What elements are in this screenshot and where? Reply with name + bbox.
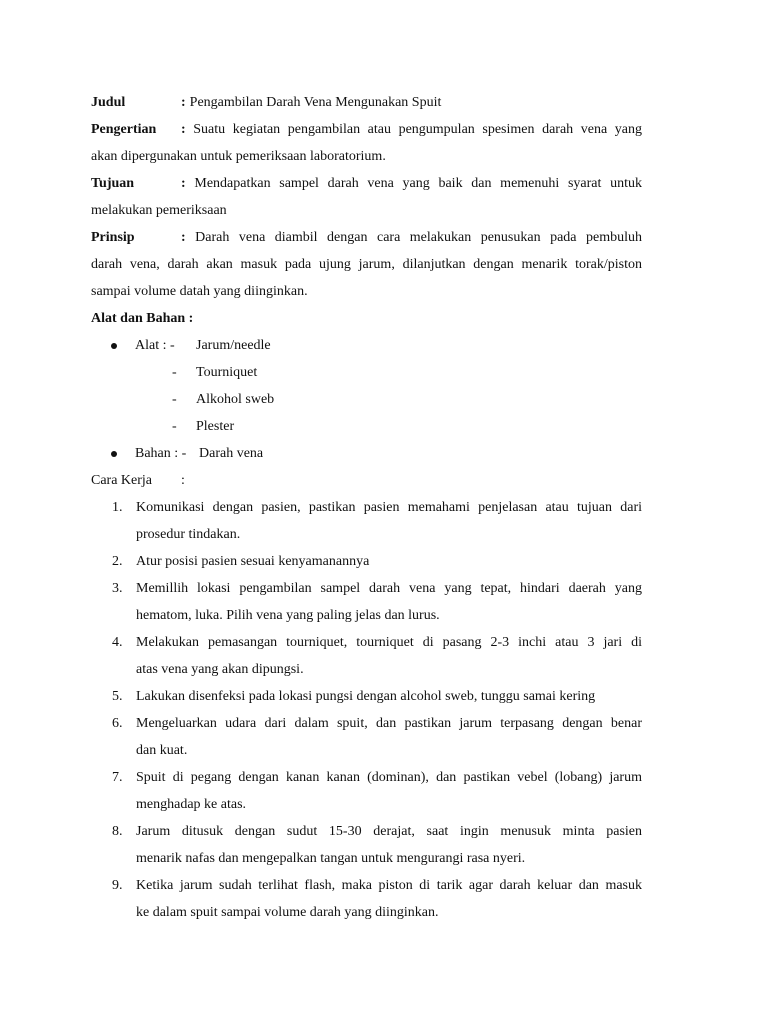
step-number: 1. bbox=[112, 500, 123, 515]
pengertian-row bbox=[91, 119, 642, 146]
alat-label: Alat : - bbox=[135, 338, 175, 353]
tujuan-text-1: Mendapatkan sampel darah vena yang baik dan memenuhi syarat untuk bbox=[194, 176, 642, 191]
alat-item-1: Jarum/needle bbox=[196, 338, 271, 353]
prinsip-text-1: Darah vena diambil dengan cara melakukan penusukan pada pembuluh bbox=[195, 230, 642, 245]
pengertian-line-2: akan dipergunakan untuk pemeriksaan laboratorium. bbox=[91, 149, 386, 164]
list-item bbox=[91, 821, 642, 875]
alat-bahan-heading: Alat dan Bahan : bbox=[91, 311, 194, 326]
step-line: Lakukan disenfeksi pada lokasi pungsi dengan alcohol sweb, tunggu samai kering bbox=[136, 689, 596, 704]
step-number: 9. bbox=[112, 878, 123, 893]
tujuan-line-1 bbox=[91, 173, 642, 195]
step-line: Jarum ditusuk dengan sudut 15-30 derajat, saat ingin menusuk minta pasien bbox=[136, 824, 642, 839]
alat-sub-row-4 bbox=[91, 416, 642, 443]
step-line: Spuit di pegang dengan kanan kanan (dominan), dan pastikan vebel (lobang) jarum bbox=[136, 770, 642, 785]
alat-item-3: Alkohol sweb bbox=[196, 392, 275, 407]
tujuan-row bbox=[91, 173, 642, 200]
judul-label: Judul bbox=[91, 95, 126, 110]
cara-kerja-row bbox=[91, 470, 642, 497]
step-line: Memillih lokasi pengambilan sampel darah vena yang tepat, hindari daerah yang bbox=[136, 581, 642, 596]
tujuan-label: Tujuan bbox=[91, 176, 135, 191]
alat-item-4: Plester bbox=[196, 419, 235, 434]
cara-kerja-label: Cara Kerja bbox=[91, 473, 153, 488]
step-line: atas vena yang akan dipungsi. bbox=[136, 662, 304, 677]
prinsip-line-2: darah vena, darah akan masuk pada ujung jarum, dilanjutkan dengan menarik torak/piston bbox=[91, 257, 642, 272]
prinsip-line-3: sampai volume datah yang diinginkan. bbox=[91, 284, 308, 299]
tujuan-line-2: melakukan pemeriksaan bbox=[91, 203, 227, 218]
alat-dash-4: - bbox=[172, 419, 177, 434]
alat-dash-2: - bbox=[172, 365, 177, 380]
step-line: Ketika jarum sudah terlihat flash, maka piston di tarik agar darah keluar dan masuk bbox=[136, 878, 642, 893]
cara-kerja-colon: : bbox=[181, 473, 185, 488]
list-item bbox=[91, 551, 642, 578]
step-number: 5. bbox=[112, 689, 123, 704]
prinsip-row bbox=[91, 227, 642, 254]
alat-bullet-row bbox=[91, 335, 642, 362]
bahan-bullet-row bbox=[91, 443, 642, 470]
list-item bbox=[91, 767, 642, 821]
alat-sub-row-3 bbox=[91, 389, 642, 416]
prinsip-colon: : bbox=[181, 230, 186, 245]
step-number: 6. bbox=[112, 716, 123, 731]
step-number: 2. bbox=[112, 554, 123, 569]
tujuan-colon: : bbox=[181, 176, 186, 191]
step-line: dan kuat. bbox=[136, 743, 188, 758]
step-line: ke dalam spuit sampai volume darah yang diinginkan. bbox=[136, 905, 439, 920]
prinsip-row-2 bbox=[91, 254, 642, 281]
pengertian-label: Pengertian bbox=[91, 122, 157, 137]
pengertian-line-1 bbox=[91, 119, 642, 141]
alat-sub-row-2 bbox=[91, 362, 642, 389]
bullet-icon bbox=[111, 343, 117, 349]
prinsip-label: Prinsip bbox=[91, 230, 135, 245]
alat-dash-3: - bbox=[172, 392, 177, 407]
step-line: Mengeluarkan udara dari dalam spuit, dan pastikan jarum terpasang dengan benar bbox=[136, 716, 642, 731]
step-line: Atur posisi pasien sesuai kenyamanannya bbox=[136, 554, 370, 569]
bahan-label: Bahan : - bbox=[135, 446, 187, 461]
list-item bbox=[91, 632, 642, 686]
step-line: Melakukan pemasangan tourniquet, tourniquet di pasang 2-3 inchi atau 3 jari di bbox=[136, 635, 642, 650]
steps-list bbox=[91, 497, 642, 929]
prinsip-line-1 bbox=[91, 227, 642, 249]
step-line: Komunikasi dengan pasien, pastikan pasien memahami penjelasan atau tujuan dari bbox=[136, 500, 642, 515]
list-item bbox=[91, 686, 642, 713]
alat-item-2: Tourniquet bbox=[196, 365, 258, 380]
step-line: menghadap ke atas. bbox=[136, 797, 247, 812]
list-item bbox=[91, 713, 642, 767]
step-number: 7. bbox=[112, 770, 123, 785]
judul-colon: : bbox=[181, 95, 186, 110]
step-line: prosedur tindakan. bbox=[136, 527, 241, 542]
step-number: 3. bbox=[112, 581, 123, 596]
step-line: hematom, luka. Pilih vena yang paling jelas dan lurus. bbox=[136, 608, 440, 623]
bahan-item: Darah vena bbox=[199, 446, 264, 461]
step-line: menarik nafas dan mengepalkan tangan untuk mengurangi rasa nyeri. bbox=[136, 851, 526, 866]
bullet-icon bbox=[111, 451, 117, 457]
document-page bbox=[91, 92, 642, 929]
step-number: 4. bbox=[112, 635, 123, 650]
pengertian-colon: : bbox=[181, 122, 186, 137]
pengertian-text-1: Suatu kegiatan pengambilan atau pengumpulan spesimen darah vena yang bbox=[193, 122, 642, 137]
list-item bbox=[91, 578, 642, 632]
step-number: 8. bbox=[112, 824, 123, 839]
judul-row bbox=[91, 92, 642, 119]
list-item bbox=[91, 875, 642, 929]
judul-text: Pengambilan Darah Vena Mengunakan Spuit bbox=[189, 95, 442, 110]
list-item bbox=[91, 497, 642, 551]
